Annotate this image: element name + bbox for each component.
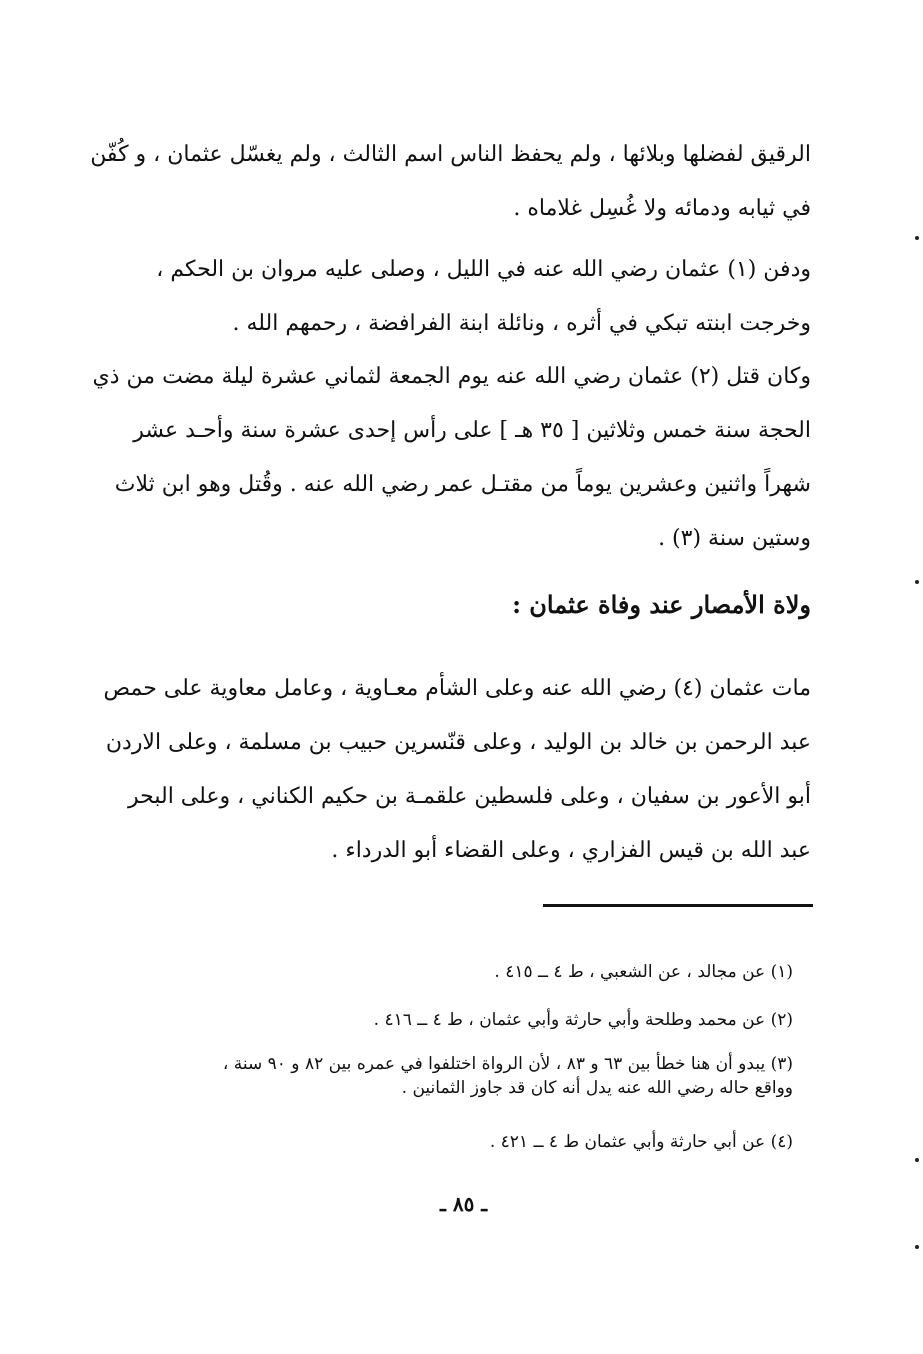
paragraph-line: شهراً واثنين وعشرين يوماً من مقتـل عمر رضي الله عنه . وقُتل وهو ابن ثلاث	[114, 472, 811, 497]
paragraph-line: الرقيق لفضلها وبلائها ، ولم يحفظ الناس اسم الثالث ، ولم يغسّل عثمان ، و كُفّن	[90, 142, 811, 167]
footnote-line: وواقع حاله رضي الله عنه يدل أنه كان قد جاوز الثمانين .	[401, 1078, 793, 1098]
paragraph-line: وكان قتل (٢) عثمان رضي الله عنه يوم الجمعة لثماني عشرة ليلة مضت من ذي	[92, 364, 811, 389]
paragraph-line: أبو الأعور بن سفيان ، وعلى فلسطين علقمـة بن حكيم الكناني ، وعلى البحر	[128, 784, 811, 809]
paragraph-line: عبد الله بن قيس الفزاري ، وعلى القضاء أبو الدرداء .	[331, 838, 811, 863]
page-number: ـ ٨٥ ـ	[440, 1192, 488, 1216]
scan-speck	[915, 236, 919, 240]
paragraph-2	[121, 243, 811, 351]
footnote-4: (٤) عن أبي حارثة وأبي عثمان ط ٤ ــ ٤٢١ .	[489, 1132, 793, 1152]
footnote-1: (١) عن مجالد ، عن الشعبي ، ط ٤ ــ ٤١٥ .	[494, 962, 793, 982]
paragraph-4	[103, 662, 811, 878]
footnote-2: (٢) عن محمد وطلحة وأبي حارثة وأبي عثمان ، ط ٤ ــ ٤١٦ .	[373, 1010, 793, 1030]
footnote-divider	[543, 904, 813, 907]
scan-speck	[915, 1245, 919, 1249]
paragraph-line: مات عثمان (٤) رضي الله عنه وعلى الشأم معـاوية ، وعامل معاوية على حمص	[103, 676, 811, 701]
section-heading: ولاة الأمصار عند وفاة عثمان :	[512, 590, 811, 619]
footnote-line: (٣) يبدو أن هنا خطأ بين ٦٣ و ٨٣ ، لأن الرواة اختلفوا في عمره بين ٨٢ و ٩٠ سنة ،	[222, 1054, 793, 1074]
scan-speck	[915, 580, 919, 584]
paragraph-line: ودفن (١) عثمان رضي الله عنه في الليل ، وصلى عليه مروان بن الحكم ،	[156, 257, 811, 282]
paragraph-1	[90, 128, 811, 236]
paragraph-line: وستين سنة (٣) .	[658, 526, 811, 551]
footnote-3	[133, 1052, 793, 1100]
scan-speck	[915, 1158, 919, 1162]
paragraph-3	[92, 350, 811, 566]
paragraph-line: الحجة سنة خمس وثلاثين [ ٣٥ هـ ] على رأس إحدى عشرة سنة وأحـد عشر	[133, 418, 811, 443]
paragraph-line: عبد الرحمن بن خالد بن الوليد ، وعلى قنّسرين حبيب بن مسلمة ، وعلى الاردن	[105, 730, 811, 755]
paragraph-line: في ثيابه ودمائه ولا غُسِل غلاماه .	[513, 196, 811, 221]
paragraph-line: وخرجت ابنته تبكي في أثره ، ونائلة ابنة الفرافضة ، رحمهم الله .	[232, 311, 811, 336]
